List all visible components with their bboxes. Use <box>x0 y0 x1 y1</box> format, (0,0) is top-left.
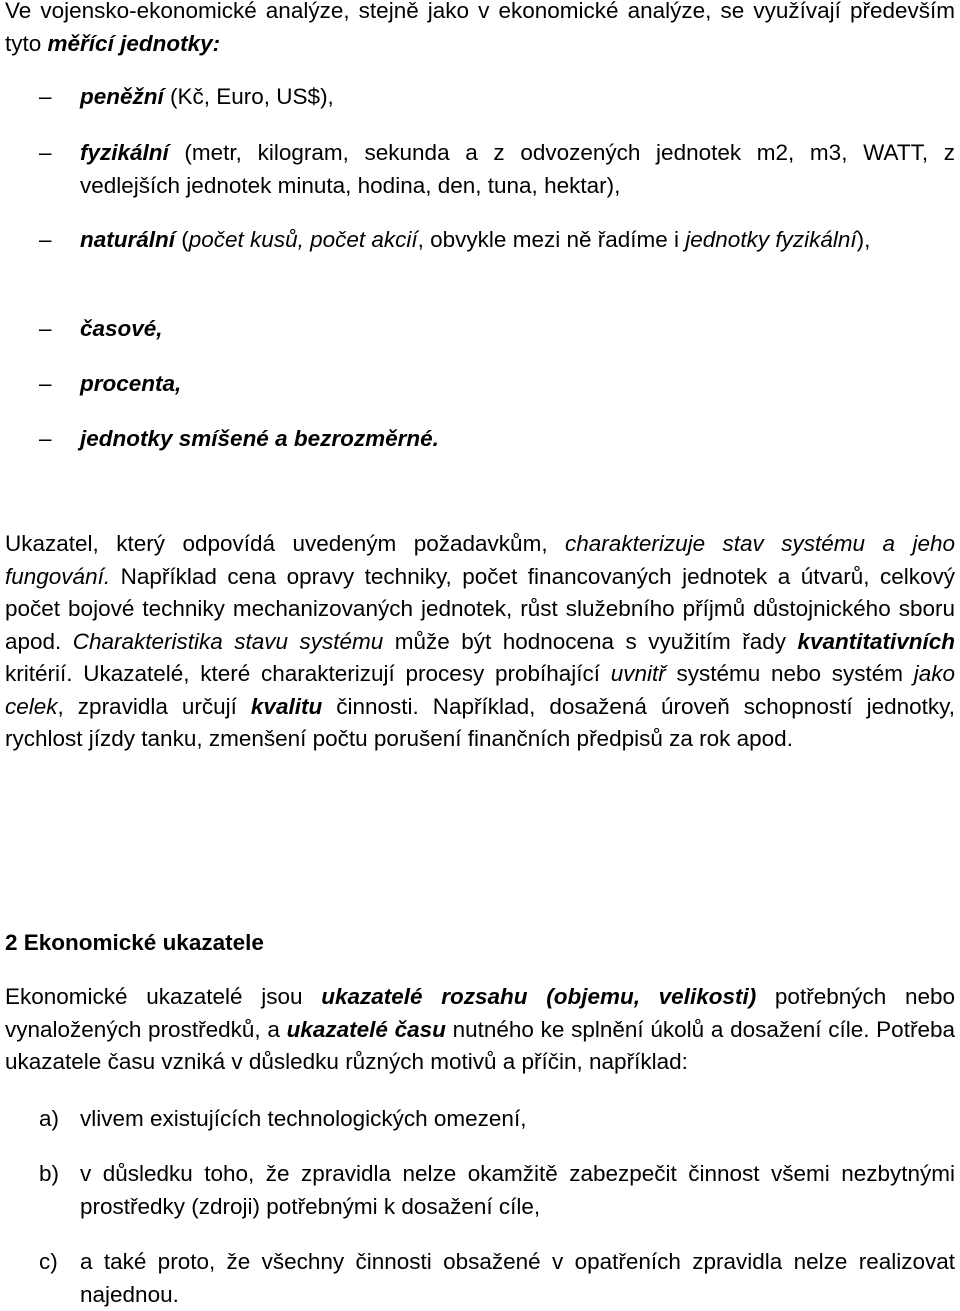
dash-bullet: – <box>39 227 52 252</box>
list-text: v důsledku toho, že zpravidla nelze okamžitě zabezpečit činnost všemi nezbytnými prostředky (zdroji) potřebnými k dosažení cíle, <box>80 1161 955 1219</box>
dash-bullet: – <box>39 84 52 109</box>
unit-term: časové, <box>80 316 163 341</box>
unit-term: naturální <box>80 227 176 252</box>
unit-term: peněžní <box>80 84 164 109</box>
intro-paragraph: Ve vojensko-ekonomické analýze, stejně jako v ekonomické analýze, se využívají především tyto měřící jednotky: <box>5 0 955 56</box>
list-label: c) <box>39 1249 58 1274</box>
list-text: vlivem existujících technologických omezení, <box>80 1106 527 1131</box>
dash-bullet: – <box>39 426 52 451</box>
unit-term: procenta, <box>80 371 182 396</box>
economic-indicators-paragraph: Ekonomické ukazatelé jsou ukazatelé rozsahu (objemu, velikosti) potřebných nebo vynaložených prostředků, a ukazatelé času nutného ke splnění úkolů a dosažení cíle. Potřeba ukazatele času vzniká v důsledku různých motivů a příčin, například: <box>5 984 955 1074</box>
dash-bullet: – <box>39 140 52 165</box>
list-label: a) <box>39 1106 60 1131</box>
list-label: b) <box>39 1161 60 1186</box>
unit-term: jednotky smíšené a bezrozměrné. <box>80 426 439 451</box>
intro-emphasis: měřící jednotky: <box>47 30 221 56</box>
dash-bullet: – <box>39 371 52 396</box>
indicator-paragraph: Ukazatel, který odpovídá uvedeným požadavkům, charakterizuje stav systému a jeho fungování. Například cena opravy techniky, počet financovaných jednotek a útvarů, celkový počet bojové techniky mechanizovaných jednotek, růst služebního příjmů důstojnického sboru apod. Charakteristika stavu systému může být hodnocena s využitím řady kvantitativních kritérií. Ukazatelé, které charakterizují procesy probíhající uvnitř systému nebo systém jako celek, zpravidla určují kvalitu činnosti. Například, dosažená úroveň schopností jednotky, rychlost jízdy tanku, zmenšení počtu porušení finančních předpisů za rok apod. <box>5 531 955 751</box>
section-heading: 2 Ekonomické ukazatele <box>5 930 264 955</box>
list-text: a také proto, že všechny činnosti obsažené v opatřeních zpravidla nelze realizovat najednou. <box>80 1249 955 1307</box>
dash-bullet: – <box>39 316 52 341</box>
unit-term: fyzikální <box>80 140 169 165</box>
